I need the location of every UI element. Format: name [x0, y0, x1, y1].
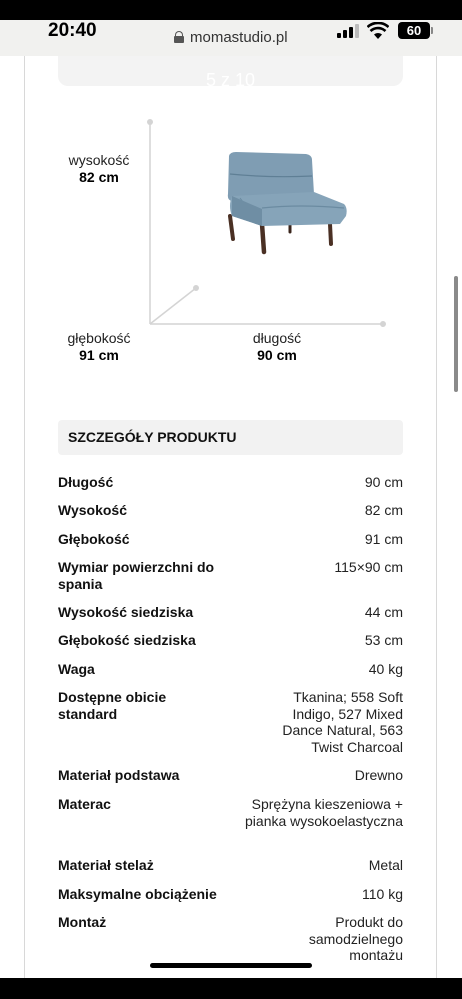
spec-value: 40 kg [368, 661, 403, 677]
bottom-bezel [0, 978, 462, 999]
spec-value: Metal [368, 857, 403, 873]
wifi-icon [367, 22, 389, 40]
spec-value: Tkanina; 558 Soft Indigo, 527 Mixed Dance Natural, 563 Twist Charcoal [282, 689, 403, 755]
gallery-counter: 5 z 10 [205, 70, 256, 90]
spec-value: 90 cm [364, 474, 403, 490]
clock: 20:40 [48, 20, 97, 41]
dimension-diagram [0, 56, 462, 376]
address-bar-url[interactable]: momastudio.pl [190, 29, 288, 46]
depth-label: głębokość [67, 330, 131, 346]
height-dimension [58, 152, 140, 186]
spec-label: Materac [58, 796, 111, 812]
length-dimension [236, 330, 318, 364]
spec-value: 82 cm [364, 502, 403, 518]
product-page [0, 56, 462, 978]
spec-label: Wysokość [58, 502, 127, 518]
status-bar [0, 0, 462, 56]
spec-label: Głębokość siedziska [58, 632, 196, 648]
chair-image [228, 152, 347, 252]
spec-label: Wymiar powierzchni do spania [58, 559, 215, 592]
home-indicator[interactable] [150, 963, 312, 968]
spec-label: Waga [58, 661, 95, 677]
height-value: 82 cm [79, 169, 119, 185]
spec-value: 53 cm [364, 632, 403, 648]
spec-label: Maksymalne obciążenie [58, 886, 217, 902]
spec-label: Materiał podstawa [58, 767, 180, 783]
signal-icon [337, 24, 359, 38]
depth-dimension [58, 330, 140, 364]
spec-label: Montaż [58, 914, 107, 930]
depth-value: 91 cm [79, 347, 119, 363]
spec-value: 110 kg [362, 886, 403, 902]
top-bezel [0, 0, 462, 20]
spec-value: Sprężyna kieszeniowa + pianka wysokoelastyczna [245, 796, 403, 829]
spec-value: 115×90 cm [334, 559, 403, 575]
spec-label: Materiał stelaż [58, 857, 154, 873]
product-details-header[interactable]: SZCZEGÓŁY PRODUKTU [58, 420, 403, 455]
battery-cap [431, 27, 433, 34]
spec-label: Dostępne obicie standard [58, 689, 167, 722]
lock-icon [174, 31, 184, 43]
height-label: wysokość [68, 152, 130, 168]
spec-value: Drewno [354, 767, 403, 783]
battery-icon: 60 [398, 22, 430, 39]
spec-label: Wysokość siedziska [58, 604, 194, 620]
spec-value: 44 cm [364, 604, 403, 620]
length-label: długość [252, 330, 302, 346]
spec-label: Głębokość [58, 531, 130, 547]
spec-label: Długość [58, 474, 114, 490]
spec-value: 91 cm [364, 531, 403, 547]
length-value: 90 cm [257, 347, 297, 363]
spec-value: Produkt do samodzielnego montażu [308, 914, 403, 963]
